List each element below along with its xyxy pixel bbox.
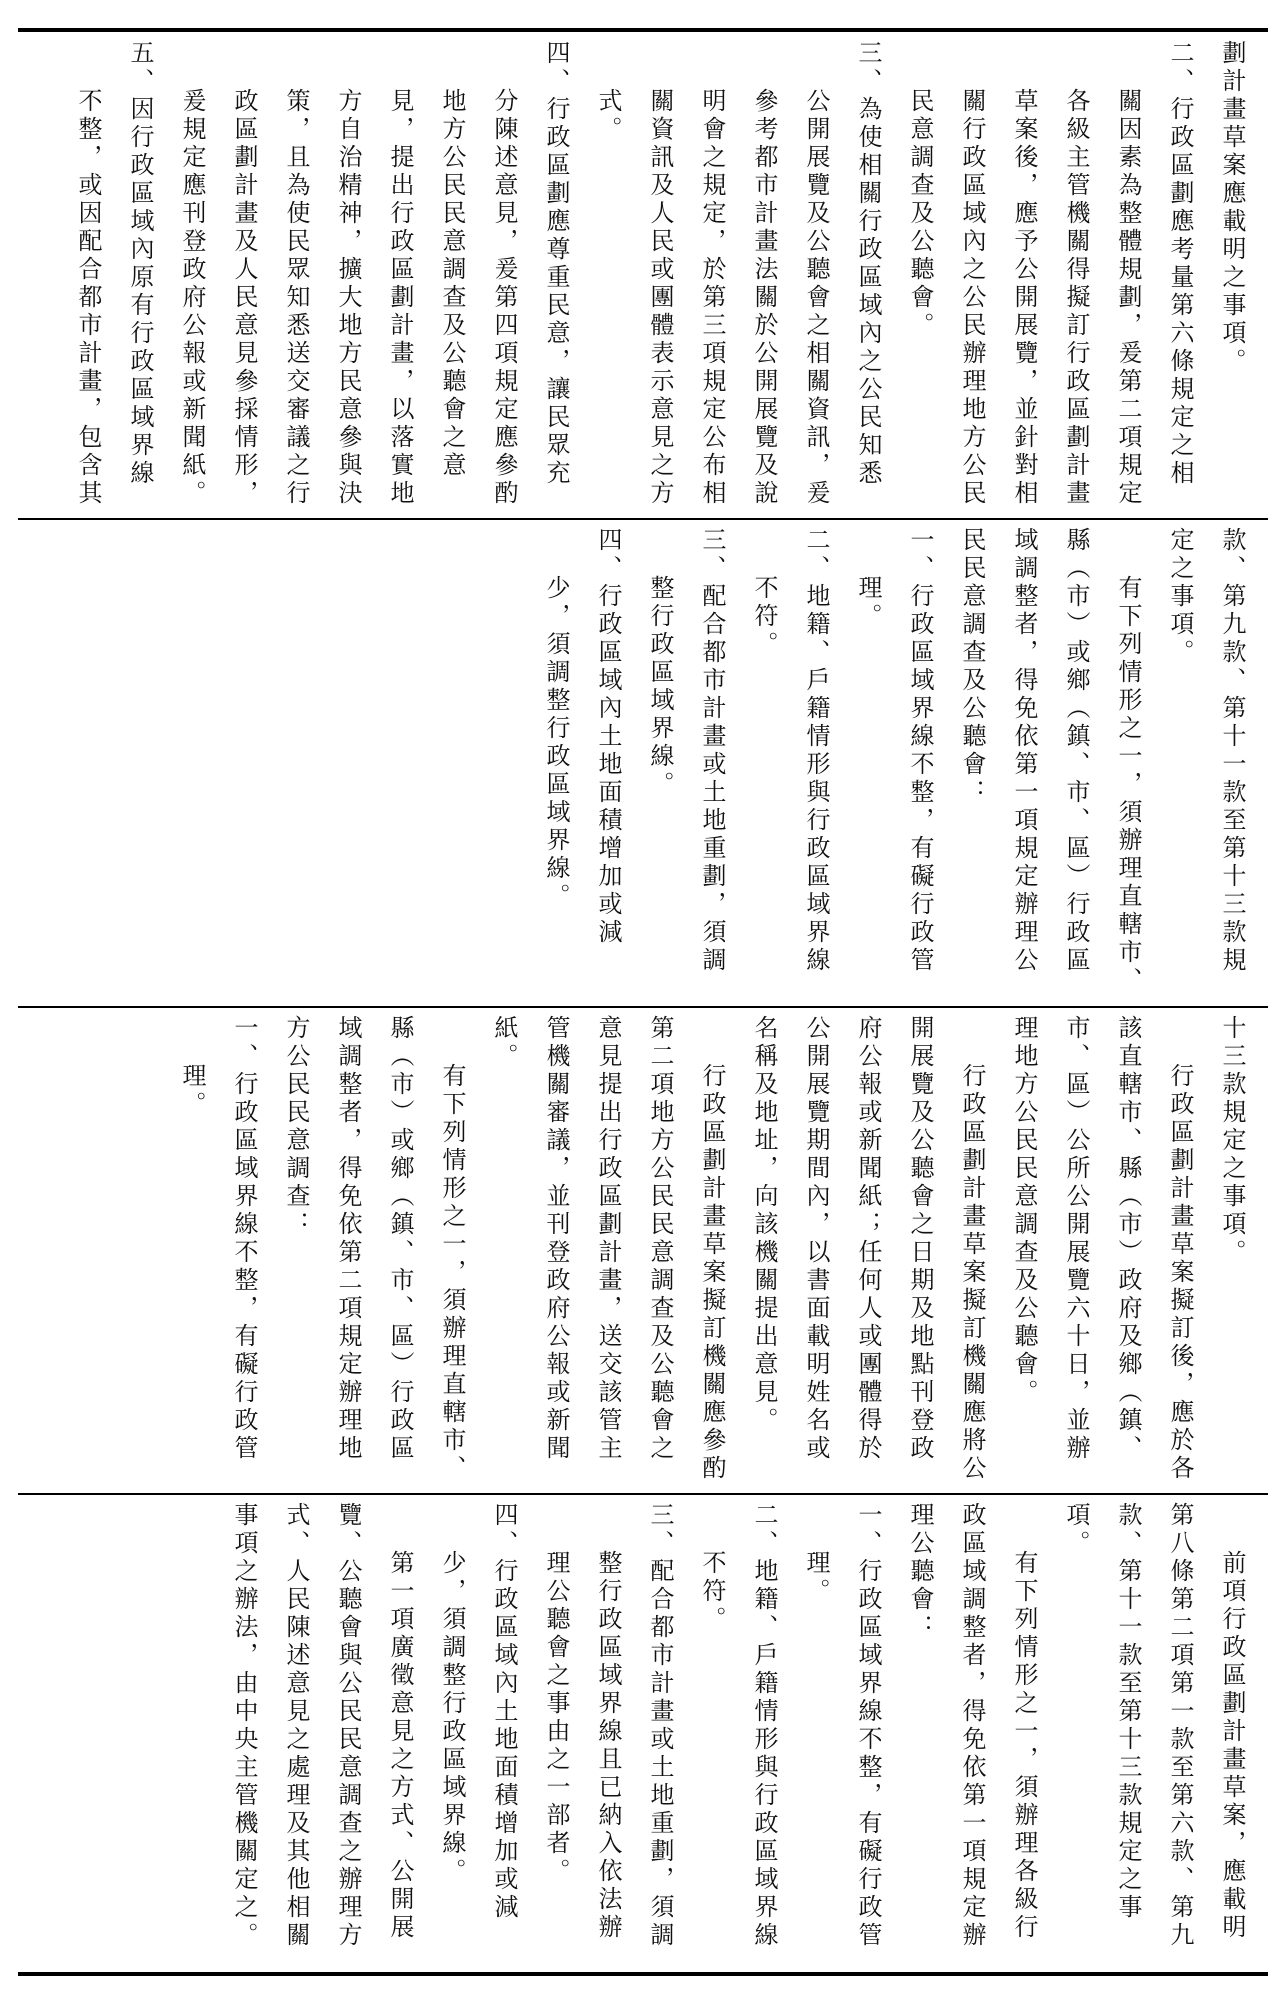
paragraph: 四、行政區域內土地面積增加或減少，須調整行政區域界線。 — [438, 1502, 518, 1922]
band-divider — [18, 1006, 1268, 1008]
paragraph: 行政區劃計畫草案擬訂後，應於各該直轄市、縣（市）政府及鄉（鎮、市、區）公所公開展覽六十日，並辦理地方公民民意調查及公聽會。 — [1010, 1015, 1194, 1483]
text-band-4 — [20, 1496, 1264, 1970]
paragraph: 有下列情形之一，須辦理各級行政區域調整者，得免依第一項規定辦理公聽會： — [906, 1502, 1038, 1950]
paragraph: 行政區劃計畫草案擬訂機關應將公開展覽及公聽會之日期及地點刊登政府公報或新聞紙；任何人或團體得於公開展覽期間內，以書面載明姓名或名稱及地址，向該機關提出意見。 — [750, 1015, 986, 1483]
paragraph: 前項行政區劃計畫草案，應載明第八條第二項第一款至第六款、第九款、第十一款至第十三款規定之事項。 — [1062, 1502, 1246, 1950]
paragraph: 一、行政區域界線不整，有礙行政管理。 — [178, 1015, 258, 1463]
paragraph: 三、為使相關行政區域內之公民知悉公開展覽及公聽會之相關資訊，爰參考都市計畫法關於公開展覽及說明會之規定，於第三項規定公布相關資訊及人民或團體表示意見之方式。 — [594, 40, 882, 508]
band-2-text — [26, 527, 1258, 1000]
text-band-2 — [20, 521, 1264, 1006]
text-band-3 — [20, 1009, 1264, 1493]
paragraph: 第一項廣徵意見之方式、公開展覽、公聽會與公民民意調查之辦理方式、人民陳述意見之處理及其他相關事項之辦法，由中央主管機關定之。 — [230, 1502, 414, 1950]
paragraph: 一、行政區域界線不整，有礙行政管理。 — [854, 527, 934, 975]
paragraph: 五、因行政區域內原有行政區域界線不整，或因配合都市計畫，包含其 — [74, 40, 154, 508]
paragraph: 款、第九款、第十一款至第十三款規定之事項。 — [1166, 527, 1246, 975]
paragraph: 四、行政區劃應尊重民意，讓民眾充分陳述意見，爰第四項規定應參酌地方公民民意調查及公聽會之意見，提出行政區劃計畫，以落實地方自治精神，擴大地方民意參與決策，且為使民眾知悉送交審議之行政區劃計畫及人民意見參採情形，爰規定應刊登政府公報或新聞紙。 — [178, 40, 570, 508]
bottom-rule — [18, 1972, 1268, 1976]
paragraph: 十三款規定之事項。 — [1218, 1015, 1246, 1267]
paragraph: 二、行政區劃應考量第六條規定之相關因素為整體規劃，爰第二項規定各級主管機關得擬訂行政區劃計畫草案後，應予公開展覽，並針對相關行政區域內之公民辦理地方公民民意調查及公聽會。 — [906, 40, 1194, 508]
paragraph: 三、配合都市計畫或土地重劃，須調整行政區域界線且已納入依法辦理公聽會之事由之一部者。 — [542, 1502, 674, 1950]
band-3-text — [26, 1015, 1258, 1487]
paragraph: 二、地籍、戶籍情形與行政區域界線不符。 — [698, 1502, 778, 1950]
band-1-text — [26, 40, 1258, 511]
paragraph: 有下列情形之一，須辦理直轄市、縣（市）或鄉（鎮、市、區）行政區域調整者，得免依第二項規定辦理地方公民民意調查： — [282, 1015, 466, 1483]
paragraph: 三、配合都市計畫或土地重劃，須調整行政區域界線。 — [646, 527, 726, 975]
band-divider — [18, 518, 1268, 520]
paragraph: 二、地籍、戶籍情形與行政區域界線不符。 — [750, 527, 830, 975]
paragraph: 四、行政區域內土地面積增加或減少，須調整行政區域界線。 — [542, 527, 622, 947]
paragraph: 行政區劃計畫草案擬訂機關應參酌第二項地方公民民意調查及公聽會之意見提出行政區劃計畫，送交該管主管機關審議，並刊登政府公報或新聞紙。 — [490, 1015, 726, 1483]
band-4-text — [26, 1502, 1258, 1964]
paragraph: 劃計畫草案應載明之事項。 — [1218, 40, 1246, 376]
paragraph: 一、行政區域界線不整，有礙行政管理。 — [802, 1502, 882, 1950]
paragraph: 有下列情形之一，須辦理直轄市、縣（市）或鄉（鎮、市、區）行政區域調整者，得免依第一項規定辦理公民民意調查及公聽會： — [958, 527, 1142, 995]
text-band-1 — [20, 34, 1264, 517]
band-divider — [18, 1493, 1268, 1495]
top-rule — [18, 28, 1268, 32]
